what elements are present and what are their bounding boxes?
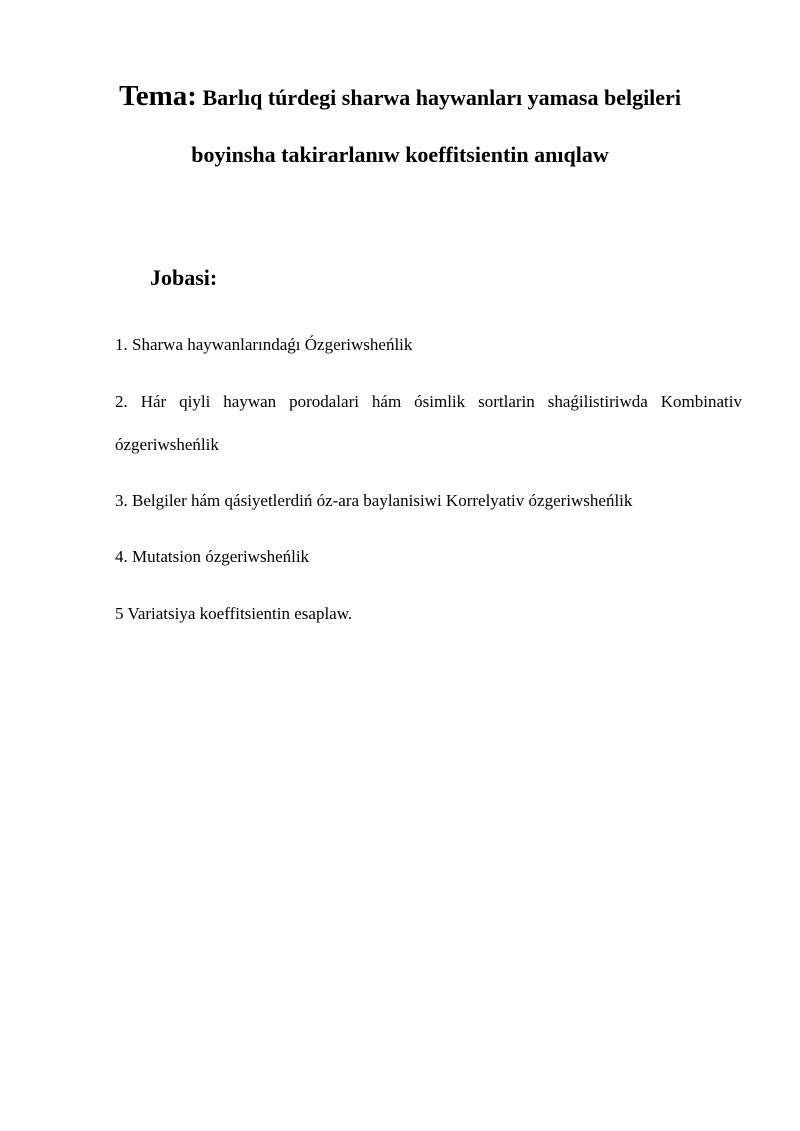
title-prefix: Tema: [119,80,197,112]
document-title-line-1 [0,78,800,116]
list-item-2-continuation: ózgeriwsheńlik [115,435,219,454]
list-item-4: 4. Mutatsion ózgeriwsheńlik [115,547,310,566]
section-heading: Jobasi: [150,265,218,290]
document-title-line-2: boyinsha takirarlanıw koeffitsientin anıqlaw [191,142,609,167]
list-item-5: 5 Variatsiya koeffitsientin esaplaw. [115,604,353,623]
list-item-1: 1. Sharwa haywanlarındaǵı Ózgeriwsheńlik [115,335,413,354]
list-item-2: 2. Hár qiyli haywan porodalari hám ósimlik sortlarin shaǵilistiriwda Kombinativ [115,392,742,411]
title-text: Barlıq túrdegi sharwa haywanları yamasa belgileri [202,85,681,110]
list-item-3: 3. Belgiler hám qásiyetlerdiń óz-ara baylanisiwi Korrelyativ ózgeriwsheńlik [115,491,633,510]
